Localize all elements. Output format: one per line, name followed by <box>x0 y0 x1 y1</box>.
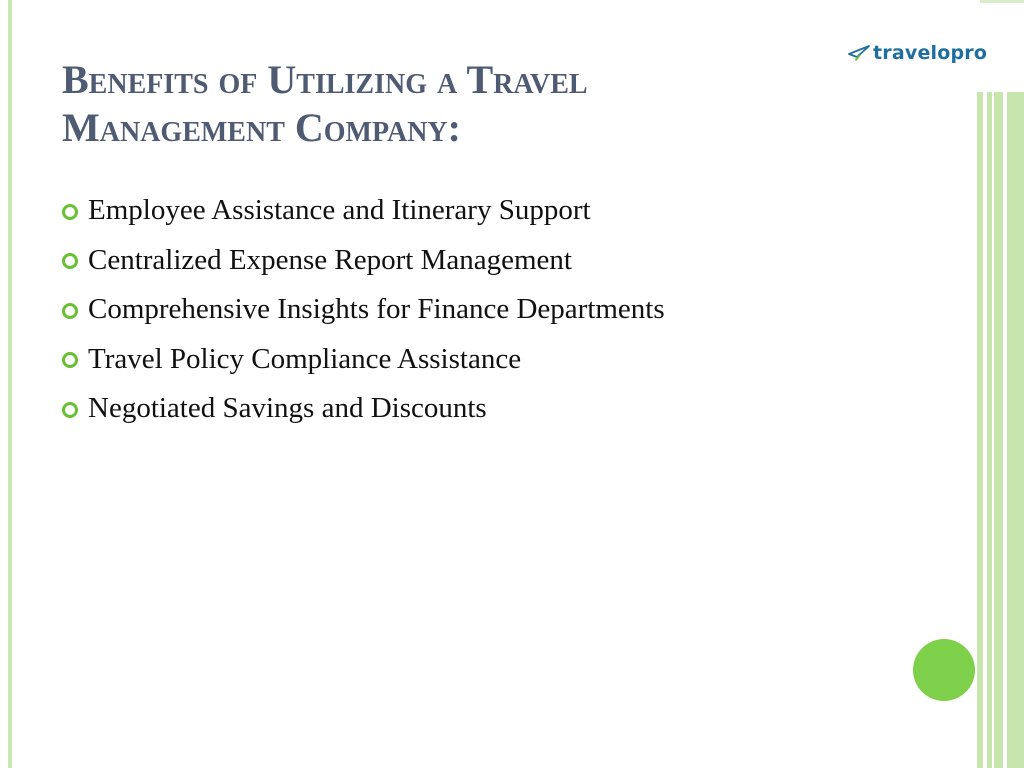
bullet-list <box>62 186 665 434</box>
ring-bullet-icon <box>62 352 78 368</box>
bullet-text: Employee Assistance and Itinerary Support <box>88 194 591 227</box>
ring-bullet-icon <box>62 204 78 220</box>
corner-decoration <box>980 0 1024 3</box>
ring-bullet-icon <box>62 303 78 319</box>
stripe <box>1007 92 1024 768</box>
left-decorative-rule <box>8 0 12 768</box>
slide-title <box>62 56 862 152</box>
bullet-text: Travel Policy Compliance Assistance <box>88 342 522 375</box>
ring-bullet-icon <box>62 402 78 418</box>
green-circle-decoration <box>913 639 975 701</box>
list-item <box>62 285 665 335</box>
list-item <box>62 186 665 236</box>
title-line-1: Benefits of Utilizing a Travel <box>62 57 588 102</box>
right-decorative-stripes <box>977 92 1024 768</box>
bullet-text: Centralized Expense Report Management <box>88 243 572 276</box>
ring-bullet-icon <box>62 253 78 269</box>
bullet-text: Negotiated Savings and Discounts <box>88 392 487 425</box>
travelopro-logo <box>848 38 987 68</box>
stripe <box>987 92 992 768</box>
list-item <box>62 236 665 286</box>
list-item <box>62 335 665 385</box>
stripe <box>994 92 1003 768</box>
stripe <box>977 92 983 768</box>
list-item <box>62 384 665 434</box>
bullet-text: Comprehensive Insights for Finance Departments <box>88 293 665 326</box>
logo-text: travelopro <box>873 42 988 64</box>
title-line-2: Management Company: <box>62 105 461 150</box>
